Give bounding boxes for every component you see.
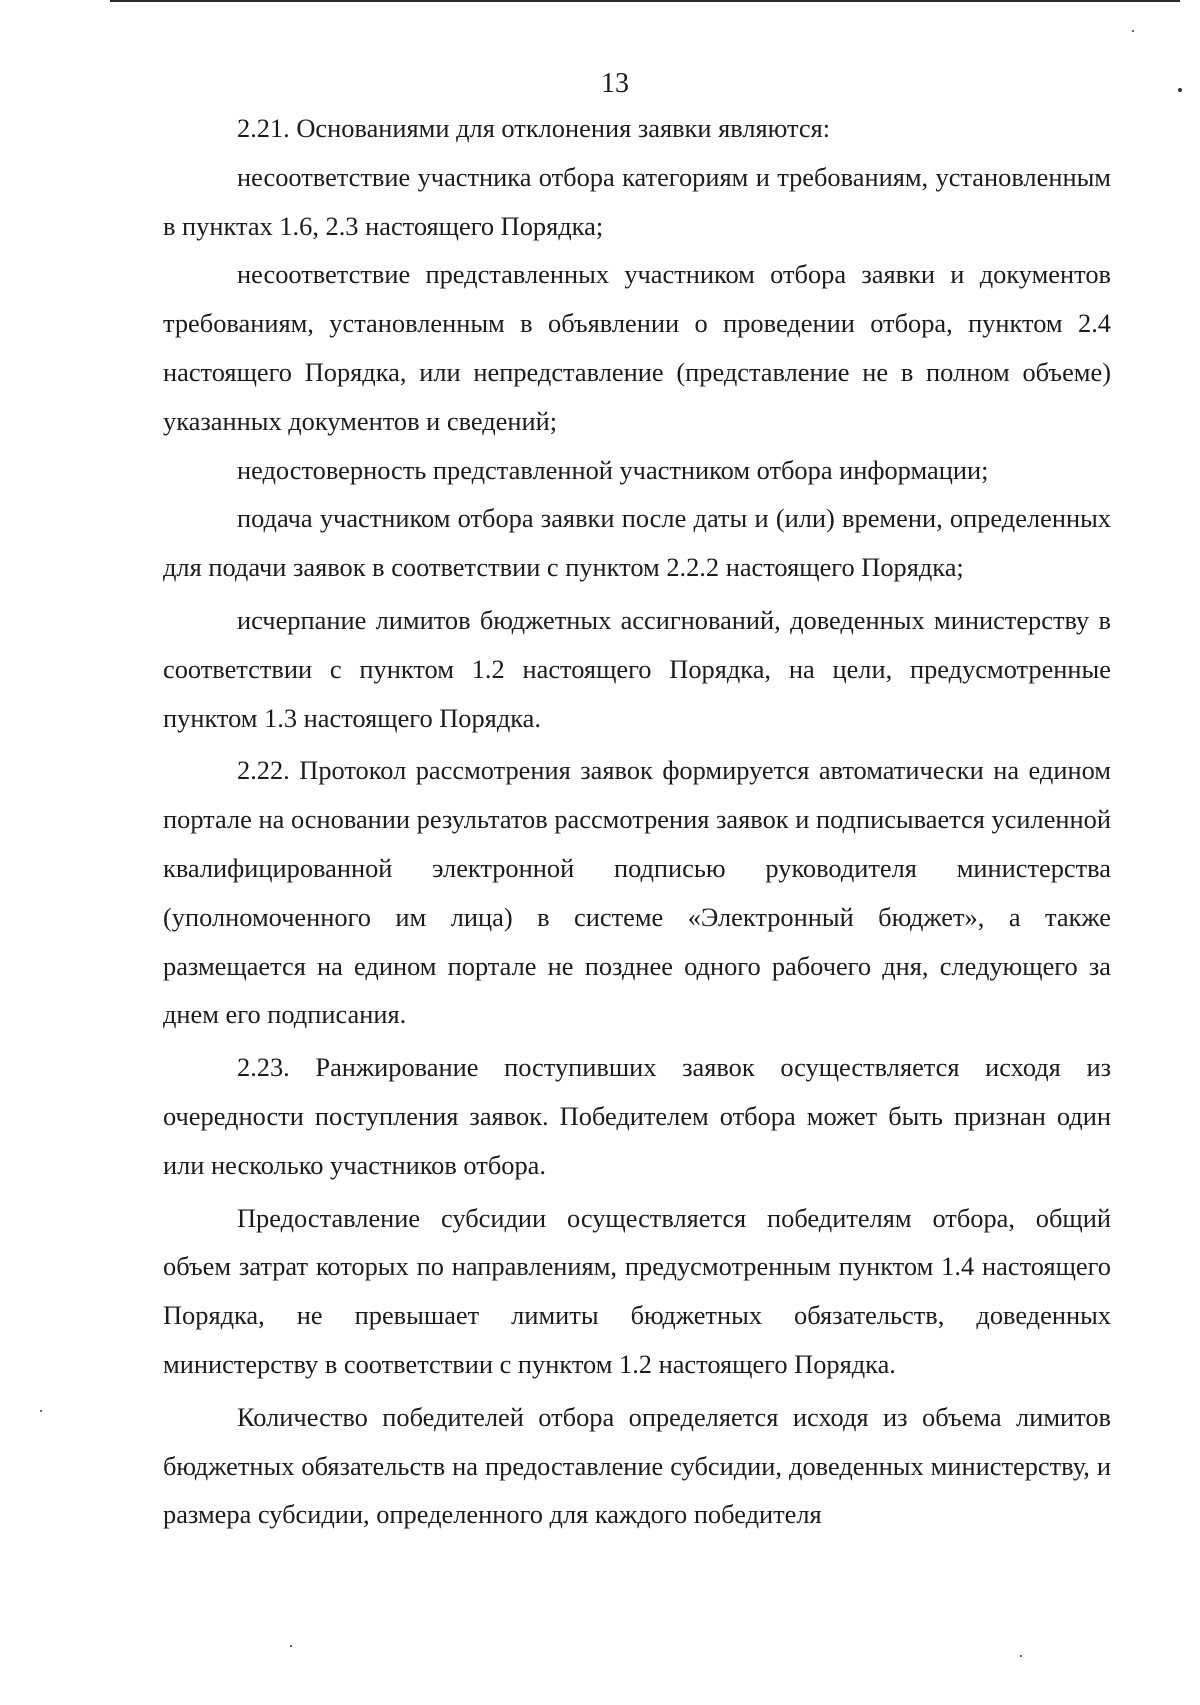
page-number: 13 xyxy=(601,68,629,99)
scan-top-edge xyxy=(110,0,1180,2)
paragraph-2-22: 2.22. Протокол рассмотрения заявок формируется автоматически на едином портале на основании результатов рассмотрения заявок и подписывается усиленной квалифицированной электронной подписью руководителя министерства (уполномоченного им лица) в системе «Электронный бюджет», а также размещается на едином портале не позднее одного рабочего дня, следующего за днем его подписания. xyxy=(163,755,1111,1030)
paragraph-subsidy-provision: Предоставление субсидии осуществляется победителям отбора, общий объем затрат которых по направлениям, предусмотренным пунктом 1.4 настоящего Порядка, не превышает лимиты бюджетных обязательств, доведенных министерству в соответствии с пунктом 1.2 настоящего Порядка. xyxy=(163,1202,1111,1379)
scan-speck xyxy=(1132,30,1134,32)
paragraph-2-21-heading: 2.21. Основаниями для отклонения заявки являются: xyxy=(237,113,831,143)
paragraph-rejection-reason-1: несоответствие участника отбора категориям и требованиям, установленным в пунктах 1.6, 2.3 настоящего Порядка; xyxy=(163,161,1111,241)
paragraph-rejection-reason-4: подача участником отбора заявки после даты и (или) времени, определенных для подачи заявок в соответствии с пунктом 2.2.2 настоящего Порядка; xyxy=(163,503,1111,583)
paragraph-rejection-reason-3: недостоверность представленной участником отбора информации; xyxy=(237,454,989,485)
paragraph-rejection-reason-5: исчерпание лимитов бюджетных ассигнований, доведенных министерству в соответствии с пунктом 1.2 настоящего Порядка, на цели, предусмотренные пунктом 1.3 настоящего Порядка. xyxy=(163,604,1111,733)
scan-speck xyxy=(290,1645,292,1647)
scan-speck xyxy=(1020,1655,1022,1657)
paragraph-winners-count: Количество победителей отбора определяется исходя из объема лимитов бюджетных обязательств на предоставление субсидии, доведенных министерству, и размера субсидии, определенного для каждого победителя xyxy=(163,1401,1111,1530)
paragraph-rejection-reason-2: несоответствие представленных участником отбора заявки и документов требованиям, установленным в объявлении о проведении отбора, пунктом 2.4 настоящего Порядка, или непредставление (представление не в полном объеме) указанных документов и сведений; xyxy=(163,259,1111,436)
paragraph-2-23: 2.23. Ранжирование поступивших заявок осуществляется исходя из очередности поступления заявок. Победителем отбора может быть признан один или несколько участников отбора. xyxy=(163,1052,1111,1180)
scan-speck xyxy=(40,1410,42,1412)
document-body xyxy=(163,104,1111,1539)
